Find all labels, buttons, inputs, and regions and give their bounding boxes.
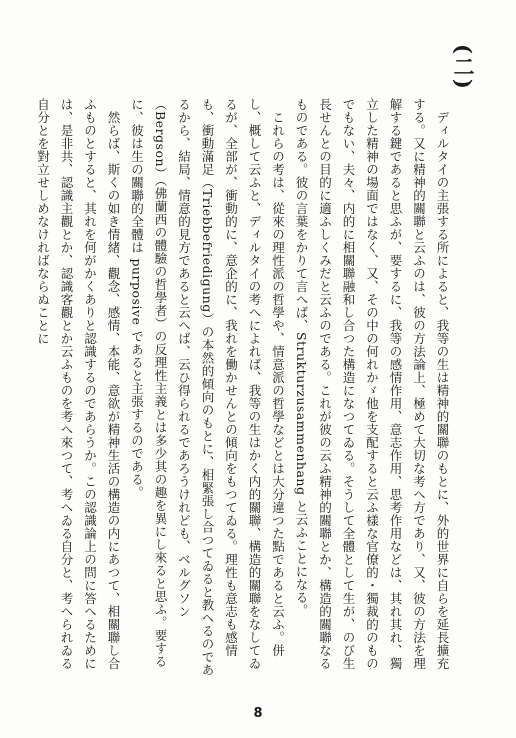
- paragraph: ディルタイの主張する所によると、我等の生は精神的關聯のもとに、外的世界に自らを延長擴充する。又に精神的關聯と云ふのは、彼の方法論上、極めて大切な考へ方であり、又、彼の方法を理解する鍵であると思ふが、要するに、我等の感情作用、意志作用、思考作用などは、其れ其れ、獨立した精神の場面ではなく、又、その中の何れかゞ他を支配すると云ふ樣な官僚的・獨裁的のものでもない、夫々、内的に相關聯融和し合つた構造になつてゐる。そうして全體として生が、のび生長せんとの目的に適ふしくみだと云ふのである。これが彼の云ふ精神的關聯とか、構造的關聯なるものである。彼の言葉をかりて言へば、Strukturzusammenhang と云ふことになる。: [294, 98, 450, 670]
- body-text: [34, 98, 454, 680]
- paragraph: 然らば、斯くの如き情緒、觀念、感情、本能、意欲が精神生活の構造の内にあつて、相關聯し合ふものとすると、其れを何がかくありと認識するのであらうか。この認識論上の問に答へるためには、是非共、認識主觀とか、認識客觀とか云ふものを考へ來つて、考へゐる自分と、考へられゐる自分とを對立せしめなければならぬことに: [35, 98, 121, 670]
- paragraph: これらの考は、從來の理性派の哲學や、情意派の哲學などとは大分違つた點であると云ふ。併し、概して云ふと、ディルタイの考へによれば、我等の生はかく内的關聯、構造的關聯をなしてゐるが、全部が、衝動的に、意企的に、我れを働かせんとの傾向をもつてゐる。理性も意志も感情も、衝動滿足（Triebbefriedigung）の本然的傾向のもとに、相緊張し合つてゐると教へるのであるから、結局、情意的見方であると云へば、云ひ得られるであろうけれども、ベルグソン（Bergson）（佛蘭西の體驗の哲學者）の反理性主義とは多少其の趣を異にし來ると思ふ。要するに、彼は生の關聯的全體は purposive であると主張するのである。: [129, 98, 286, 677]
- section-heading: (二): [451, 44, 476, 91]
- page-number: 8: [253, 706, 263, 721]
